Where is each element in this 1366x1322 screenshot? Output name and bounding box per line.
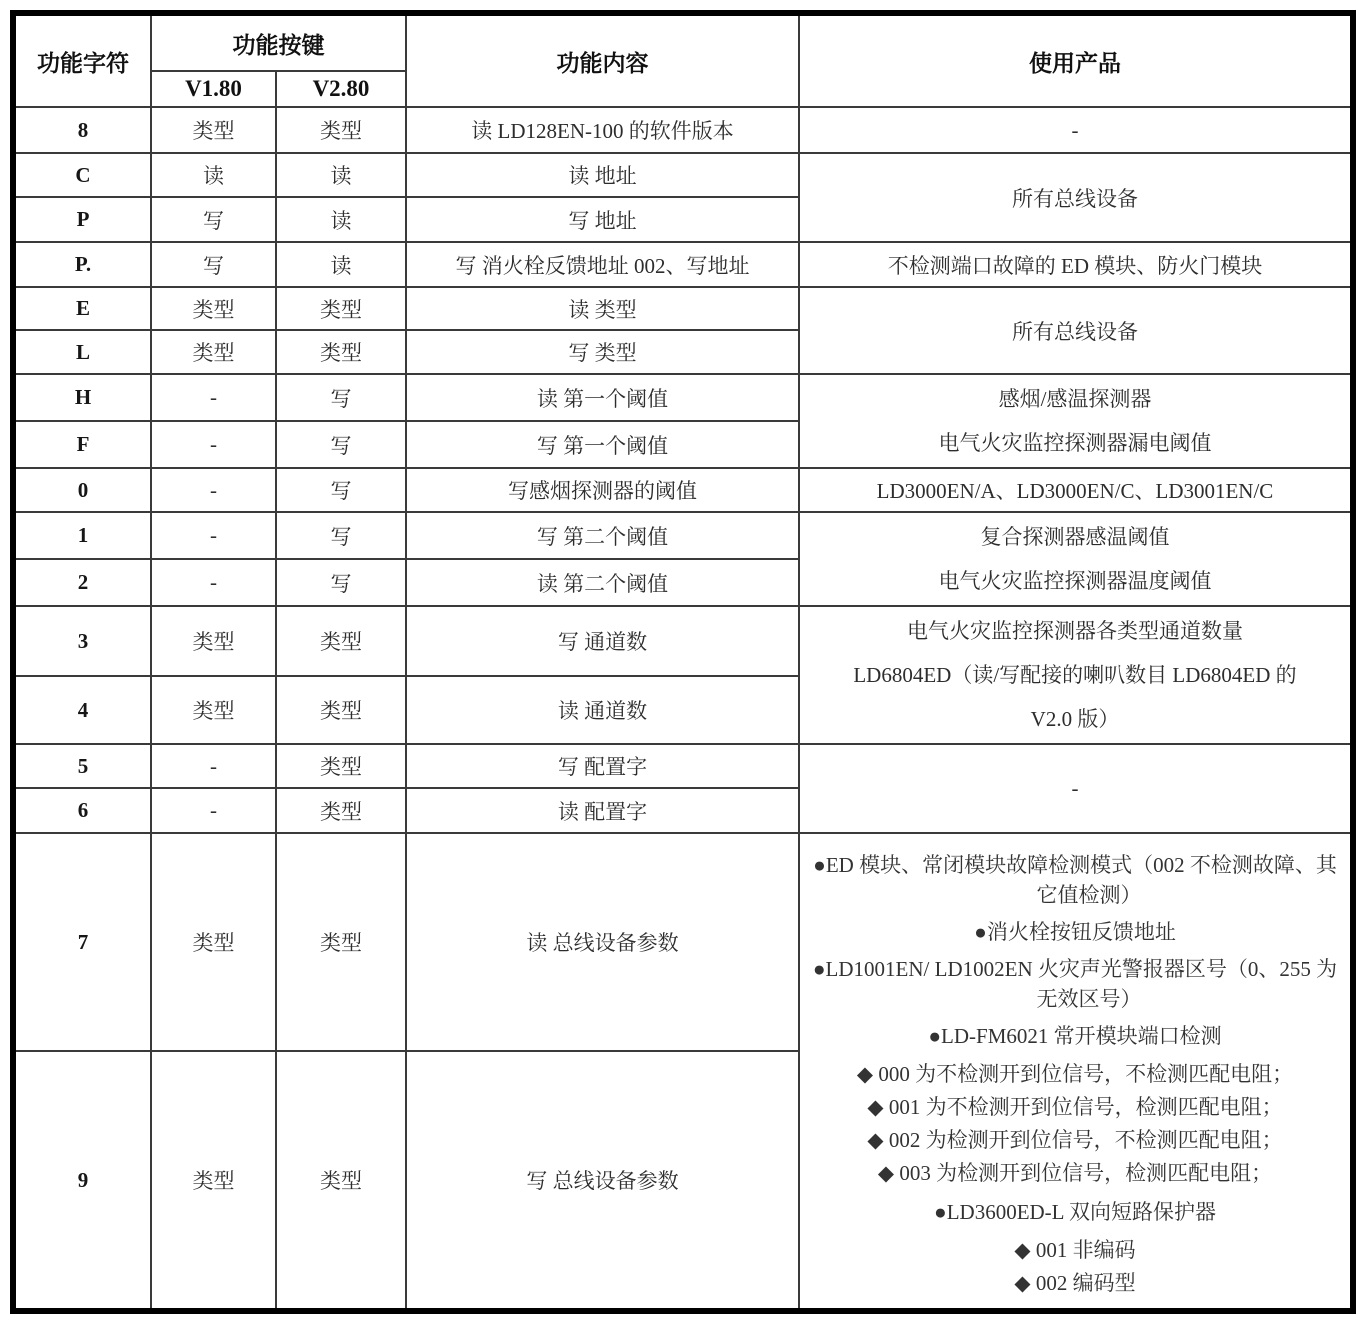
cell-v280: 写 [276, 468, 406, 512]
header-function-content: 功能内容 [406, 13, 799, 107]
cell-content: 读 配置字 [406, 788, 799, 833]
cell-function-char: E [13, 287, 151, 330]
cell-product: LD3000EN/A、LD3000EN/C、LD3001EN/C [799, 468, 1353, 512]
bullet-item: ●ED 模块、常闭模块故障检测模式（002 不检测故障、其它值检测） [813, 852, 1337, 907]
cell-v180: 类型 [151, 107, 276, 153]
cell-v280: 类型 [276, 107, 406, 153]
cell-v180: 写 [151, 197, 276, 242]
product-line: 电气火灾监控探测器漏电阈值 [938, 431, 1212, 455]
cell-v280: 写 [276, 374, 406, 421]
table-row [13, 242, 1353, 287]
bullet-item: ●LD1001EN/ LD1002EN 火灾声光警报器区号（0、255 为无效区号） [812, 956, 1338, 1011]
cell-v280: 类型 [276, 1051, 406, 1311]
cell-function-char: 0 [13, 468, 151, 512]
cell-v180: - [151, 512, 276, 559]
cell-product [799, 374, 1353, 468]
bullet-item: ◆ 003 为检测开到位信号，检测匹配电阻； [877, 1160, 1273, 1185]
cell-product-bullets [799, 833, 1353, 1311]
cell-v180: - [151, 468, 276, 512]
header-function-char: 功能字符 [13, 13, 151, 107]
cell-function-char: 2 [13, 559, 151, 606]
cell-v180: 类型 [151, 330, 276, 374]
bullet-item: ●消火栓按钮反馈地址 [974, 919, 1176, 944]
header-function-keys: 功能按键 [151, 13, 406, 71]
cell-content: 写 消火栓反馈地址 002、写地址 [406, 242, 799, 287]
cell-content: 写 第二个阈值 [406, 512, 799, 559]
table-row [13, 287, 1353, 330]
product-line: 电气火灾监控探测器温度阈值 [938, 569, 1212, 593]
bullet-item: ◆ 000 为不检测开到位信号，不检测匹配电阻； [856, 1061, 1294, 1086]
table-row [13, 468, 1353, 512]
cell-product: 所有总线设备 [799, 153, 1353, 242]
cell-v280: 写 [276, 421, 406, 468]
table-row [13, 744, 1353, 788]
cell-product [799, 606, 1353, 744]
cell-v180: 类型 [151, 1051, 276, 1311]
cell-v180: 写 [151, 242, 276, 287]
cell-content: 读 通道数 [406, 676, 799, 744]
cell-v280: 类型 [276, 330, 406, 374]
cell-content: 写 通道数 [406, 606, 799, 676]
cell-v180: 类型 [151, 676, 276, 744]
cell-function-char: C [13, 153, 151, 197]
header-row-1 [13, 13, 1353, 71]
cell-content: 读 地址 [406, 153, 799, 197]
cell-v280: 类型 [276, 788, 406, 833]
cell-v280: 类型 [276, 833, 406, 1051]
cell-content: 写 地址 [406, 197, 799, 242]
cell-content: 写感烟探测器的阈值 [406, 468, 799, 512]
cell-content: 读 类型 [406, 287, 799, 330]
cell-v280: 读 [276, 153, 406, 197]
product-line: LD6804ED（读/写配接的喇叭数目 LD6804ED 的 [853, 663, 1297, 687]
cell-v180: - [151, 421, 276, 468]
table-row [13, 107, 1353, 153]
cell-function-char: 9 [13, 1051, 151, 1311]
cell-function-char: 4 [13, 676, 151, 744]
cell-v280: 类型 [276, 744, 406, 788]
cell-v280: 读 [276, 242, 406, 287]
cell-function-char: 3 [13, 606, 151, 676]
product-line: 复合探测器感温阈值 [980, 525, 1170, 549]
cell-product: - [799, 107, 1353, 153]
cell-v180: - [151, 559, 276, 606]
bullet-item: ◆ 002 编码型 [1014, 1270, 1136, 1295]
cell-v180: 类型 [151, 833, 276, 1051]
cell-function-char: 5 [13, 744, 151, 788]
cell-function-char: P [13, 197, 151, 242]
cell-v280: 类型 [276, 287, 406, 330]
cell-product: 所有总线设备 [799, 287, 1353, 374]
cell-content: 写 总线设备参数 [406, 1051, 799, 1311]
cell-v280: 类型 [276, 676, 406, 744]
cell-function-char: 1 [13, 512, 151, 559]
cell-v180: 类型 [151, 287, 276, 330]
bullet-item: ◆ 002 为检测开到位信号，不检测匹配电阻； [867, 1127, 1283, 1152]
table-row [13, 153, 1353, 197]
cell-v280: 读 [276, 197, 406, 242]
header-products: 使用产品 [799, 13, 1353, 107]
table-row [13, 833, 1353, 1051]
function-key-table [10, 10, 1356, 1314]
cell-v280: 写 [276, 559, 406, 606]
cell-function-char: H [13, 374, 151, 421]
cell-content: 写 类型 [406, 330, 799, 374]
product-line: 感烟/感温探测器 [998, 387, 1152, 411]
table-row [13, 512, 1353, 559]
cell-function-char: 6 [13, 788, 151, 833]
cell-v180: - [151, 374, 276, 421]
product-line: 电气火灾监控探测器各类型通道数量 [907, 619, 1243, 643]
header-v280: V2.80 [276, 71, 406, 107]
cell-content: 读 LD128EN-100 的软件版本 [406, 107, 799, 153]
cell-v180: 类型 [151, 606, 276, 676]
cell-product: 不检测端口故障的 ED 模块、防火门模块 [799, 242, 1353, 287]
cell-function-char: 8 [13, 107, 151, 153]
cell-content: 读 第二个阈值 [406, 559, 799, 606]
cell-v280: 类型 [276, 606, 406, 676]
cell-v280: 写 [276, 512, 406, 559]
bullet-item: ●LD3600ED-L 双向短路保护器 [934, 1199, 1216, 1224]
cell-v180: - [151, 744, 276, 788]
cell-content: 读 第一个阈值 [406, 374, 799, 421]
table-row [13, 606, 1353, 676]
header-v180: V1.80 [151, 71, 276, 107]
cell-product [799, 512, 1353, 606]
cell-function-char: P. [13, 242, 151, 287]
product-line: V2.0 版） [1030, 707, 1120, 731]
bullet-item: ●LD-FM6021 常开模块端口检测 [928, 1023, 1222, 1048]
cell-function-char: F [13, 421, 151, 468]
cell-content: 读 总线设备参数 [406, 833, 799, 1051]
cell-content: 写 第一个阈值 [406, 421, 799, 468]
bullet-item: ◆ 001 非编码 [1014, 1237, 1136, 1262]
table-row [13, 374, 1353, 421]
cell-function-char: 7 [13, 833, 151, 1051]
cell-content: 写 配置字 [406, 744, 799, 788]
cell-product: - [799, 744, 1353, 833]
bullet-item: ◆ 001 为不检测开到位信号，检测匹配电阻； [867, 1094, 1283, 1119]
cell-function-char: L [13, 330, 151, 374]
cell-v180: 读 [151, 153, 276, 197]
cell-v180: - [151, 788, 276, 833]
